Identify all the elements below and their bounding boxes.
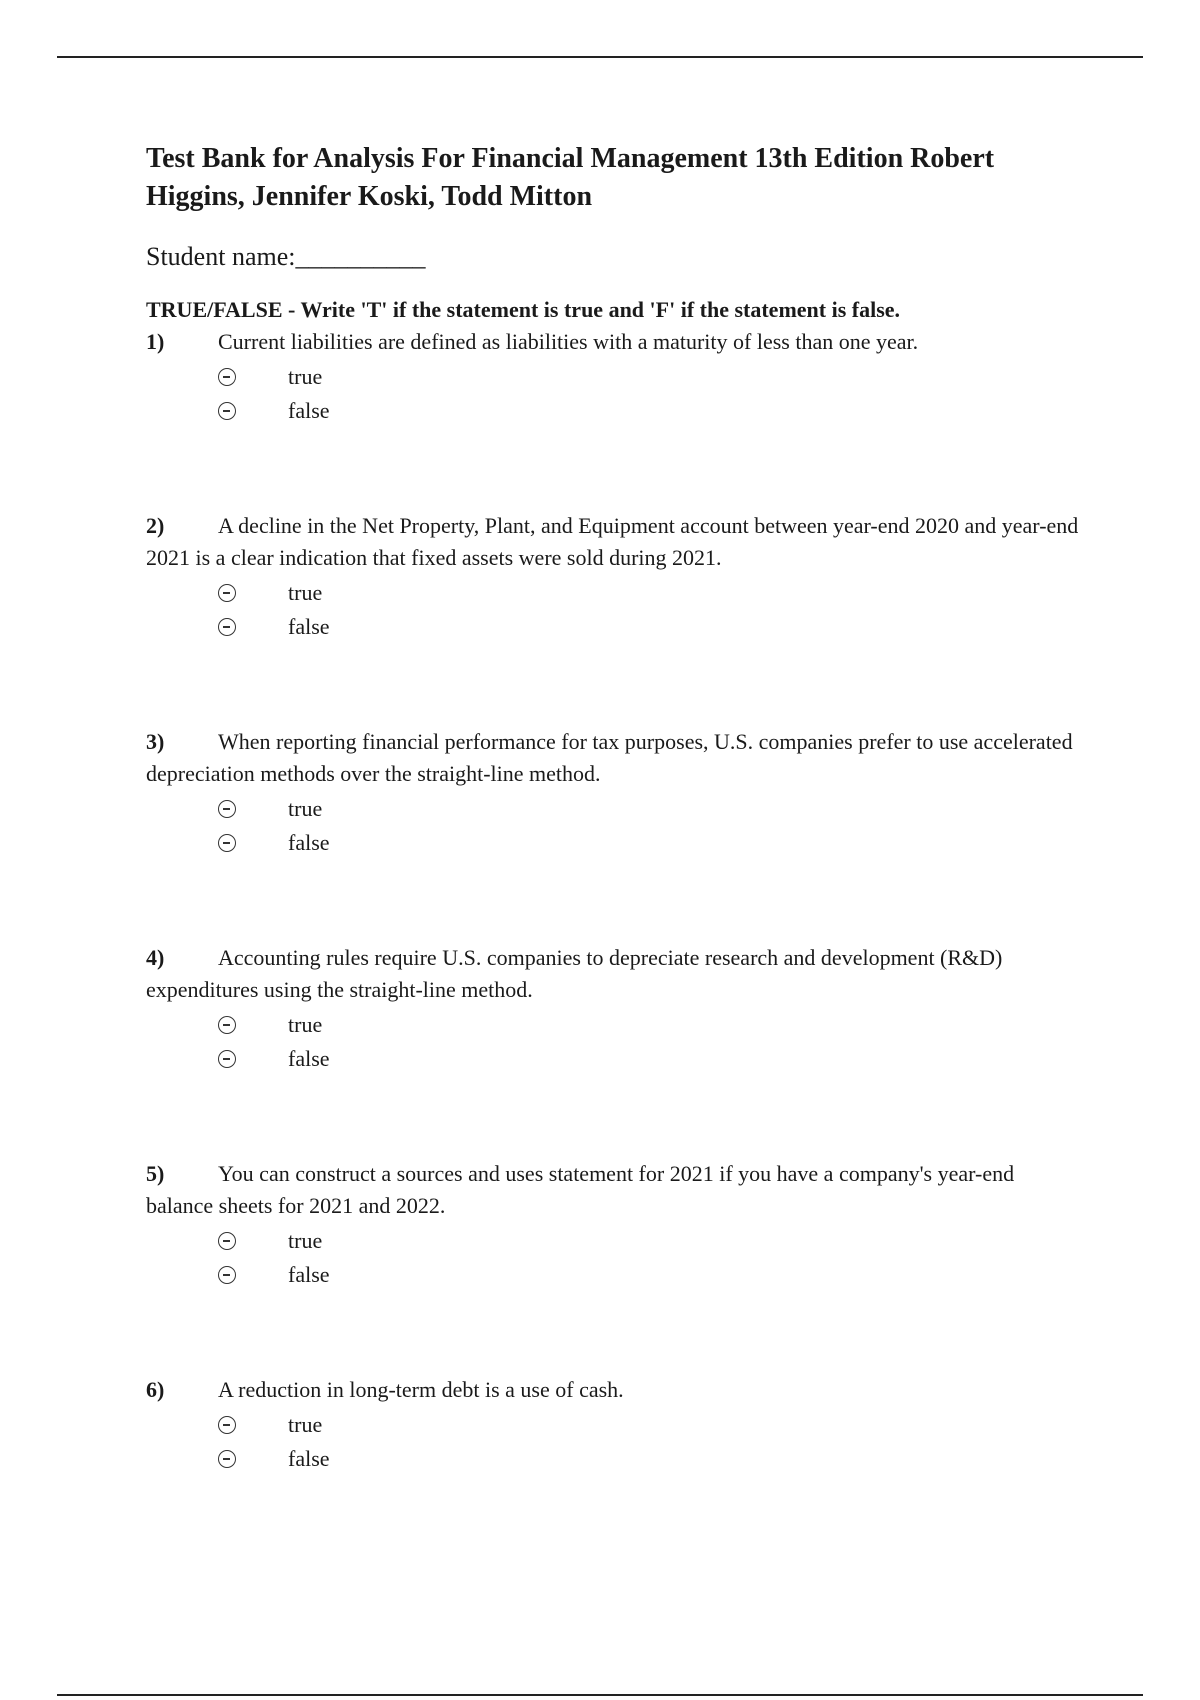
- question-number: 2): [146, 513, 165, 538]
- option-label: false: [288, 614, 330, 639]
- question-number: 1): [146, 329, 165, 354]
- radio-icon[interactable]: [218, 1450, 236, 1468]
- option-true[interactable]: [218, 1408, 1086, 1442]
- option-label: true: [288, 580, 323, 605]
- radio-icon[interactable]: [218, 1416, 236, 1434]
- section-instructions: TRUE/FALSE - Write 'T' if the statement is true and 'F' if the statement is false.: [146, 297, 901, 322]
- question-number: 5): [146, 1161, 165, 1186]
- option-true[interactable]: [218, 1008, 1086, 1042]
- question-number: 4): [146, 945, 165, 970]
- question-6: [146, 1374, 1086, 1476]
- option-label: true: [288, 1012, 323, 1037]
- answer-options: [218, 1408, 1086, 1476]
- option-label: true: [288, 364, 323, 389]
- question-number: 6): [146, 1377, 165, 1402]
- option-label: false: [288, 398, 330, 423]
- question-2: [146, 510, 1086, 644]
- option-false[interactable]: [218, 1042, 1086, 1076]
- option-false[interactable]: [218, 394, 1086, 428]
- document-body: [146, 140, 1086, 1476]
- question-number: 3): [146, 729, 165, 754]
- top-rule: [57, 56, 1143, 58]
- answer-options: [218, 360, 1086, 428]
- question-text: When reporting financial performance for tax purposes, U.S. companies prefer to use accelerated depreciation methods over the straight-line method.: [146, 729, 1073, 786]
- radio-icon[interactable]: [218, 618, 236, 636]
- option-false[interactable]: [218, 1442, 1086, 1476]
- question-4: [146, 942, 1086, 1076]
- option-label: false: [288, 1262, 330, 1287]
- option-true[interactable]: [218, 576, 1086, 610]
- option-label: true: [288, 1412, 323, 1437]
- option-label: false: [288, 1046, 330, 1071]
- document-title: [146, 140, 1086, 216]
- option-label: false: [288, 830, 330, 855]
- radio-icon[interactable]: [218, 368, 236, 386]
- option-label: false: [288, 1446, 330, 1471]
- radio-icon[interactable]: [218, 1016, 236, 1034]
- option-false[interactable]: [218, 610, 1086, 644]
- radio-icon[interactable]: [218, 1050, 236, 1068]
- title-line-2: Higgins, Jennifer Koski, Todd Mitton: [146, 181, 593, 212]
- option-false[interactable]: [218, 826, 1086, 860]
- option-true[interactable]: [218, 792, 1086, 826]
- radio-icon[interactable]: [218, 800, 236, 818]
- question-5: [146, 1158, 1086, 1292]
- question-text: You can construct a sources and uses statement for 2021 if you have a company's year-end balance sheets for 2021 and 2022.: [146, 1161, 1015, 1218]
- question-3: [146, 726, 1086, 860]
- answer-options: [218, 792, 1086, 860]
- student-name-field: Student name:__________: [146, 242, 426, 271]
- title-line-1: Test Bank for Analysis For Financial Management 13th Edition Robert: [146, 143, 995, 174]
- answer-options: [218, 576, 1086, 644]
- question-text: A reduction in long-term debt is a use of cash.: [218, 1377, 624, 1402]
- radio-icon[interactable]: [218, 834, 236, 852]
- option-false[interactable]: [218, 1258, 1086, 1292]
- option-true[interactable]: [218, 1224, 1086, 1258]
- answer-options: [218, 1224, 1086, 1292]
- answer-options: [218, 1008, 1086, 1076]
- question-1: [146, 326, 1086, 428]
- question-text: Accounting rules require U.S. companies to depreciate research and development (R&D) expenditures using the straight-line method.: [146, 945, 1003, 1002]
- question-text: Current liabilities are defined as liabilities with a maturity of less than one year.: [218, 329, 919, 354]
- radio-icon[interactable]: [218, 1232, 236, 1250]
- radio-icon[interactable]: [218, 402, 236, 420]
- radio-icon[interactable]: [218, 584, 236, 602]
- question-text: A decline in the Net Property, Plant, and Equipment account between year-end 2020 and year-end 2021 is a clear indication that fixed assets were sold during 2021.: [146, 513, 1079, 570]
- option-label: true: [288, 1228, 323, 1253]
- bottom-rule: [57, 1694, 1143, 1696]
- radio-icon[interactable]: [218, 1266, 236, 1284]
- option-label: true: [288, 796, 323, 821]
- option-true[interactable]: [218, 360, 1086, 394]
